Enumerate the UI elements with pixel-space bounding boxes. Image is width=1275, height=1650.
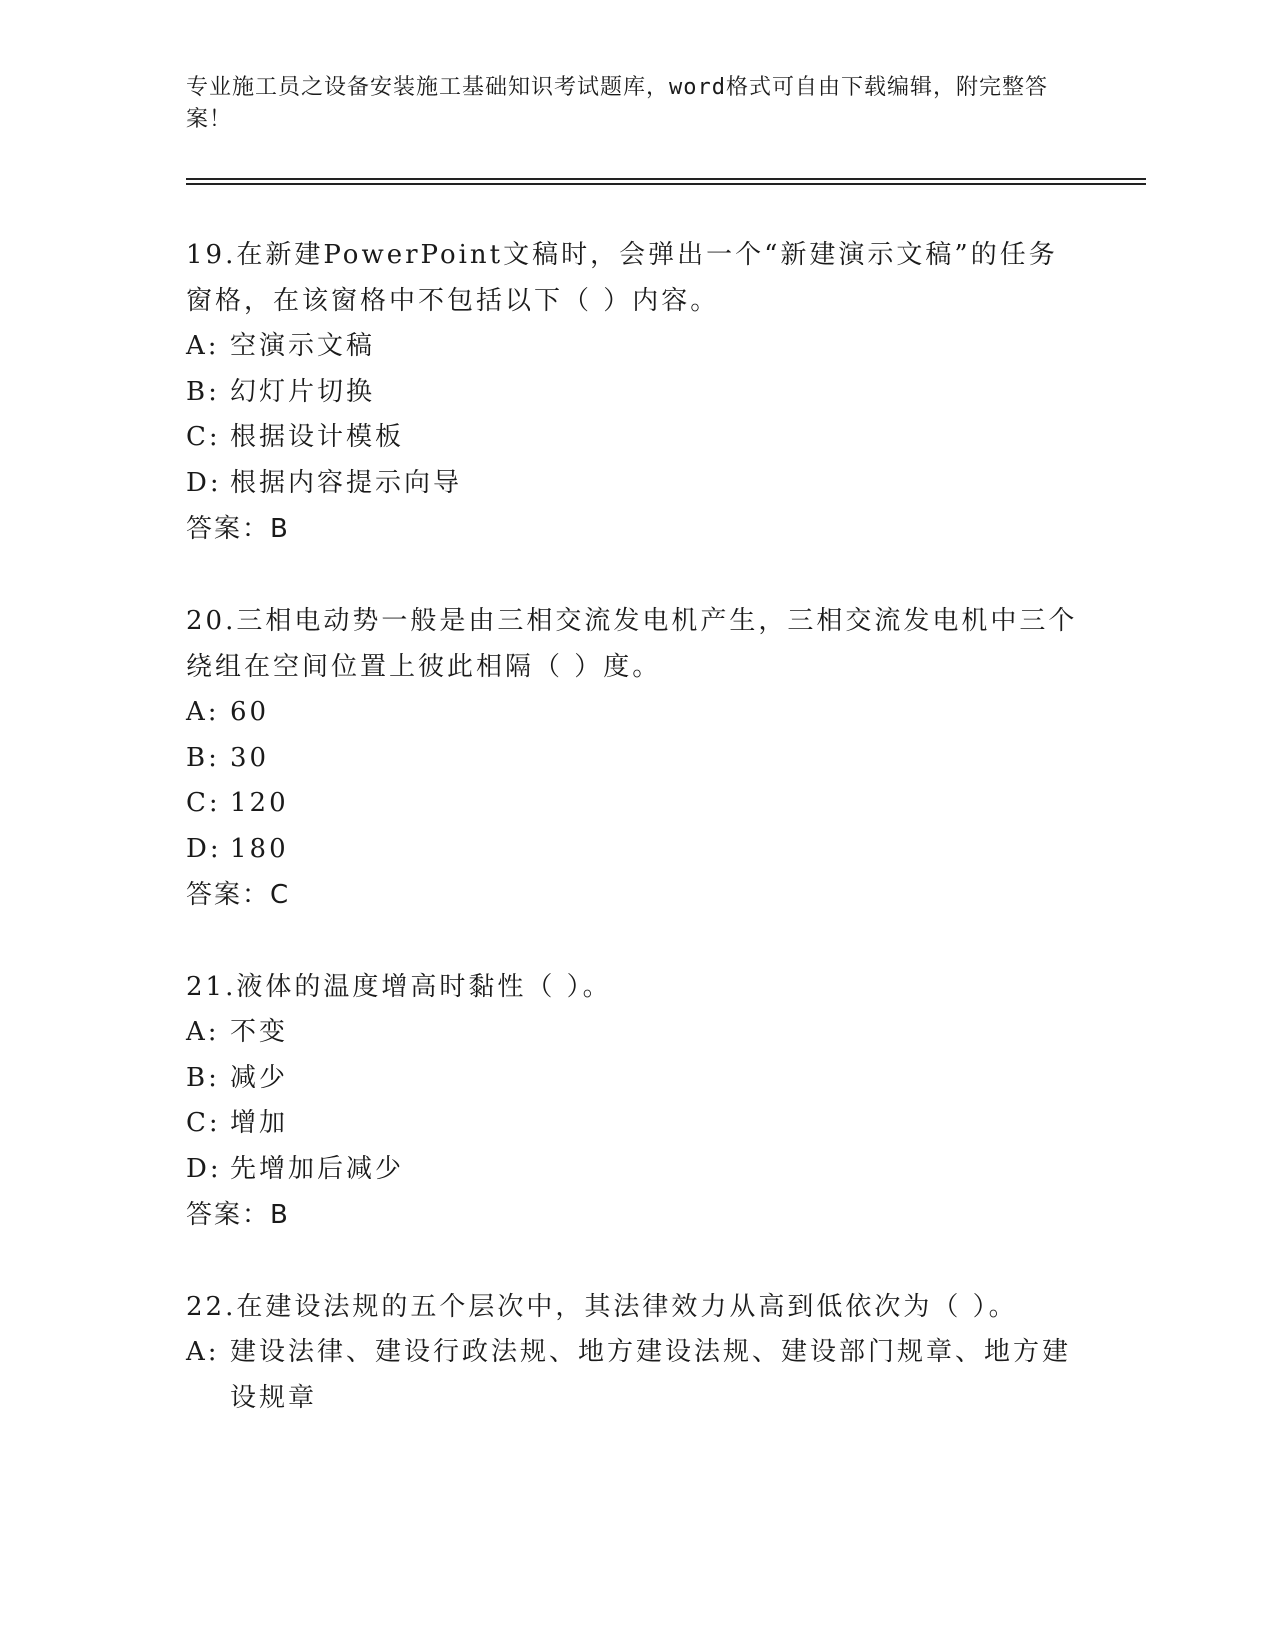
question-text: 19.在新建PowerPoint文稿时，会弹出一个“新建演示文稿”的任务窗格，在该窗格中不包括以下（ ）内容。 [186,240,1058,316]
question-text: 20.三相电动势一般是由三相交流发电机产生，三相交流发电机中三个绕组在空间位置上彼此相隔（ ）度。 [186,606,1078,682]
header-divider-top [186,178,1146,180]
option-letter: D: [186,467,222,498]
question-21 [186,964,1086,1238]
option-letter: C: [186,422,221,452]
option-c [186,1101,1086,1147]
option-d [186,1147,1086,1193]
answer-line [186,1192,1086,1238]
option-text: 根据设计模板 [230,422,405,452]
answer-value: B [270,1200,290,1230]
document-header: 专业施工员之设备安装施工基础知识考试题库，word格式可自由下载编辑，附完整答案！ [186,75,1048,132]
option-c [186,781,1086,827]
option-text: 根据内容提示向导 [230,467,463,498]
option-text: 30 [230,742,270,773]
option-letter: D: [186,833,222,864]
answer-label: 答案： [186,880,271,910]
question-text: 21.液体的温度增高时黏性（ ）。 [186,972,612,1002]
answer-line [186,506,1086,552]
option-a [186,1330,1086,1421]
option-letter: C: [186,1108,221,1138]
option-b [186,1056,1086,1102]
question-20 [186,598,1086,918]
option-text: 120 [230,788,289,818]
answer-value: B [270,514,290,544]
option-c [186,415,1086,461]
option-letter: B: [186,1062,220,1093]
option-a [186,324,1086,370]
option-text: 减少 [230,1062,289,1093]
option-d [186,461,1086,507]
option-text: 60 [230,697,270,727]
option-a [186,690,1086,736]
option-text: 空演示文稿 [230,331,376,361]
option-letter: D: [186,1153,222,1184]
option-text: 先增加后减少 [230,1153,405,1184]
option-b [186,736,1086,782]
option-letter: A: [186,331,220,361]
option-text: 增加 [230,1108,289,1138]
header-divider-bottom [186,183,1146,185]
option-letter: B: [186,376,220,407]
option-letter: B: [186,742,220,773]
option-letter: A: [186,1337,220,1367]
question-22 [186,1284,1086,1421]
option-text: 180 [230,833,289,864]
option-letter: A: [186,697,220,727]
answer-label: 答案： [186,1200,271,1230]
option-text: 幻灯片切换 [230,376,376,407]
answer-line [186,872,1086,918]
option-d [186,827,1086,873]
question-text: 22.在建设法规的五个层次中，其法律效力从高到低依次为（ ）。 [186,1292,1018,1322]
option-text: 不变 [230,1017,289,1047]
answer-label: 答案： [186,514,271,544]
question-19 [186,232,1086,552]
option-a [186,1010,1086,1056]
answer-value: C [270,880,291,910]
option-b [186,370,1086,416]
option-text: 建设法律、建设行政法规、地方建设法规、建设部门规章、地方建设规章 [230,1337,1072,1413]
option-letter: C: [186,788,221,818]
question-list [186,232,1086,1467]
option-letter: A: [186,1017,220,1047]
